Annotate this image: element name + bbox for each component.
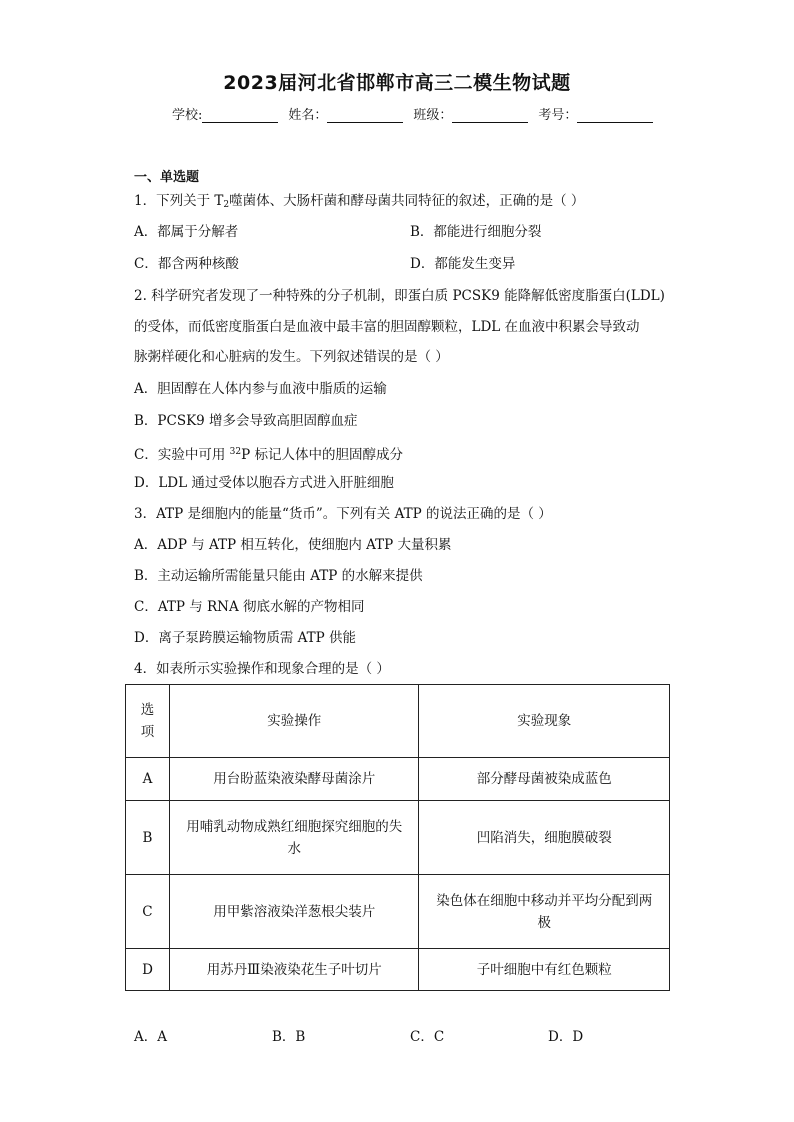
q4-option-c[interactable]: C．C [410, 1029, 445, 1045]
row-operation-cell [169, 949, 419, 991]
q4-option-b[interactable]: B．B [272, 1029, 306, 1045]
phenomenon-text: 凹陷消失，细胞膜破裂 [476, 829, 612, 846]
q3-option-a[interactable]: A．ADP 与 ATP 相互转化，使细胞内 ATP 大量积累 [134, 537, 452, 553]
phenomenon-text: 染色体在细胞中移动并平均分配到两 [436, 892, 653, 909]
name-label: 姓名： [288, 108, 328, 123]
q3-option-c[interactable]: C．ATP 与 RNA 彻底水解的产物相同 [134, 599, 365, 615]
q1-option-b[interactable]: B．都能进行细胞分裂 [410, 224, 542, 240]
row-phenomenon-cell [419, 949, 670, 991]
question-3-stem: 3．ATP 是细胞内的能量“货币”。下列有关 ATP 的说法正确的是（ ） [134, 506, 552, 522]
q1-stem-part: 噬菌体、大肠杆菌和酵母菌共同特征的叙述，正确的是（ ） [229, 193, 585, 209]
header-option-line2: 项 [140, 724, 155, 740]
q2c-part: P 标记人体中的胆固醇成分 [241, 447, 403, 463]
exam-title: 2023届河北省邯郸市高三二模生物试题 [223, 72, 571, 94]
operation-text: 用台盼蓝染液染酵母菌涂片 [213, 771, 376, 787]
q2-option-c[interactable] [134, 443, 403, 464]
header-option-line1: 选 [140, 702, 155, 718]
header-operation-cell: 实验操作 [169, 685, 419, 758]
table-row [126, 875, 670, 949]
row-option-cell: A [126, 758, 170, 801]
question-4-stem: 4．如表所示实验操作和现象合理的是（ ） [134, 661, 390, 677]
question-2-line-1: 2. 科学研究者发现了一种特殊的分子机制，即蛋白质 PCSK9 能降解低密度脂蛋白(LDL) [134, 288, 665, 304]
row-phenomenon-cell [419, 758, 670, 801]
section-heading: 一、单选题 [134, 170, 200, 185]
q1-subscript: 2 [223, 200, 230, 210]
operation-text: 用苏丹Ⅲ染液染花生子叶切片 [206, 961, 382, 978]
q3-option-d[interactable]: D．离子泵跨膜运输物质需 ATP 供能 [134, 630, 357, 646]
q1-option-d[interactable]: D．都能发生变异 [410, 256, 516, 272]
table-row [126, 758, 670, 801]
student-info-row [168, 104, 659, 123]
exam-no-label: 考号： [538, 108, 578, 123]
q2-option-a[interactable]: A．胆固醇在人体内参与血液中脂质的运输 [134, 381, 387, 397]
table-header-row [126, 685, 670, 758]
class-label: 班级： [413, 108, 453, 123]
q2c-part: C．实验中可用 [134, 447, 230, 463]
row-operation-cell [169, 758, 419, 801]
operation-text: 用甲紫溶液染洋葱根尖装片 [213, 903, 376, 920]
operation-text-line2: 水 [287, 840, 301, 857]
row-operation-cell [169, 801, 419, 875]
row-phenomenon-cell [419, 801, 670, 875]
q1-option-a[interactable]: A．都属于分解者 [134, 224, 239, 240]
row-option-cell: C [126, 875, 170, 949]
name-blank[interactable] [327, 108, 403, 123]
phenomenon-text: 部分酵母菌被染成蓝色 [476, 771, 612, 787]
row-option-cell: B [126, 801, 170, 875]
q2c-superscript: 32 [229, 447, 242, 457]
header-option-cell [126, 685, 170, 758]
table-row [126, 801, 670, 875]
experiment-table [125, 684, 670, 991]
q4-option-a[interactable]: A．A [134, 1029, 167, 1045]
school-blank[interactable] [202, 108, 278, 123]
q4-option-d[interactable]: D．D [548, 1029, 584, 1045]
exam-no-blank[interactable] [577, 108, 653, 123]
row-operation-cell [169, 875, 419, 949]
table-row [126, 949, 670, 991]
school-label: 学校: [172, 108, 203, 123]
phenomenon-text: 子叶细胞中有红色颗粒 [476, 961, 612, 978]
phenomenon-text-line2: 极 [537, 914, 551, 931]
question-1-stem [134, 192, 584, 214]
question-2-line-2: 的受体，而低密度脂蛋白是血液中最丰富的胆固醇颗粒，LDL 在血液中积累会导致动 [134, 319, 640, 335]
q3-option-b[interactable]: B．主动运输所需能量只能由 ATP 的水解来提供 [134, 568, 423, 584]
class-blank[interactable] [452, 108, 528, 123]
operation-text: 用哺乳动物成熟红细胞探究细胞的失 [186, 818, 403, 835]
question-2-line-3: 脉粥样硬化和心脏病的发生。下列叙述错误的是（ ） [134, 349, 449, 365]
q2-option-d[interactable]: D．LDL 通过受体以胞吞方式进入肝脏细胞 [134, 475, 394, 491]
q2-option-b[interactable]: B．PCSK9 增多会导致高胆固醇血症 [134, 413, 358, 429]
row-option-cell: D [126, 949, 170, 991]
row-phenomenon-cell [419, 875, 670, 949]
header-phenomenon-cell: 实验现象 [419, 685, 670, 758]
q1-stem-part: 1．下列关于 T [134, 193, 224, 209]
q1-option-c[interactable]: C．都含两种核酸 [134, 256, 239, 272]
